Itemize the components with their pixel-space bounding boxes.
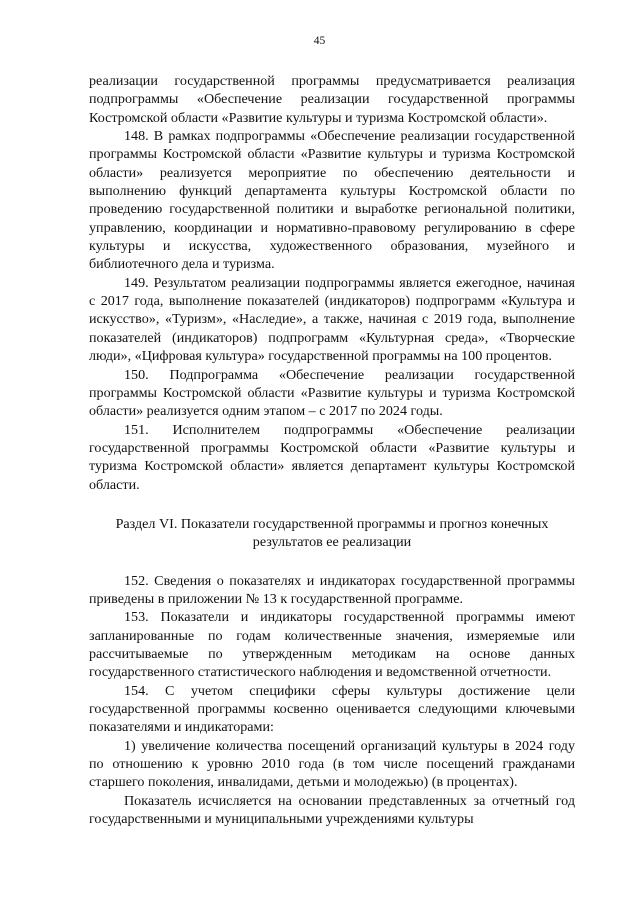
paragraph-150: 150. Подпрограмма «Обеспечение реализации государственной программы Костромской области «Развитие культуры и туризма Костромской области» реализуется одним этапом – с 2017 по 2024 годы. [89, 366, 575, 420]
paragraph-152: 152. Сведения о показателях и индикаторах государственной программы приведены в приложении № 13 к государственной программе. [89, 572, 575, 607]
paragraph-indicator-calculation: Показатель исчисляется на основании представленных за отчетный год государственными и муниципальными учреждениями культуры [89, 792, 575, 828]
paragraph-151: 151. Исполнителем подпрограммы «Обеспечение реализации государственной программы Костромской области «Развитие культуры и туризма Костромской области» является департамент культуры Костромской области. [89, 421, 575, 493]
paragraph-continuation: реализации государственной программы предусматривается реализация подпрограммы «Обеспечение реализации государственной программы Костромской области «Развитие культуры и туризма Костромской области». [89, 73, 575, 126]
paragraph-153: 153. Показатели и индикаторы государственной программы имеют запланированные по годам количественные значения, измеряемые или рассчитываемые по утвержденным методикам на основе данных государственного статистического наблюдения и ведомственной отчетности. [89, 609, 575, 681]
section-title: Раздел VI. Показатели государственной программы и прогноз конечных результатов ее реализации [115, 515, 549, 551]
paragraph-154: 154. С учетом специфики сферы культуры достижение цели государственной программы косвенно оценивается следующими ключевыми показателями и индикаторами: [89, 682, 575, 736]
paragraph-149: 149. Результатом реализации подпрограммы является ежегодное, начиная с 2017 года, выполнение показателей (индикаторов) подпрограмм «Культура и искусство», «Туризм», «Наследие», а также, начиная с 2019 года, выполнение показателей (индикаторов) подпрограмм «Культурная среда», «Творческие люди», «Цифровая культура» государственной программы на 100 процентов. [89, 274, 575, 365]
page-number: 45 [313, 35, 326, 47]
paragraph-148: 148. В рамках подпрограммы «Обеспечение реализации государственной программы Костромской области «Развитие культуры и туризма Костромской области» реализуется мероприятие по обеспечению деятельности и выполнению функций департамента культуры Костромской области по проведению государственной политики и выработке региональной политики, управлению, координации и нормативно-правовому регулированию в сфере культуры и искусства, художественного образования, музейного и библиотечного дела и туризма. [89, 128, 575, 273]
paragraph-list-item-1: 1) увеличение количества посещений организаций культуры в 2024 году по отношению к уровню 2010 года (в том числе посещений гражданами старшего поколения, инвалидами, детьми и молодежью) (в процентах). [89, 737, 575, 791]
document-body [89, 72, 575, 828]
